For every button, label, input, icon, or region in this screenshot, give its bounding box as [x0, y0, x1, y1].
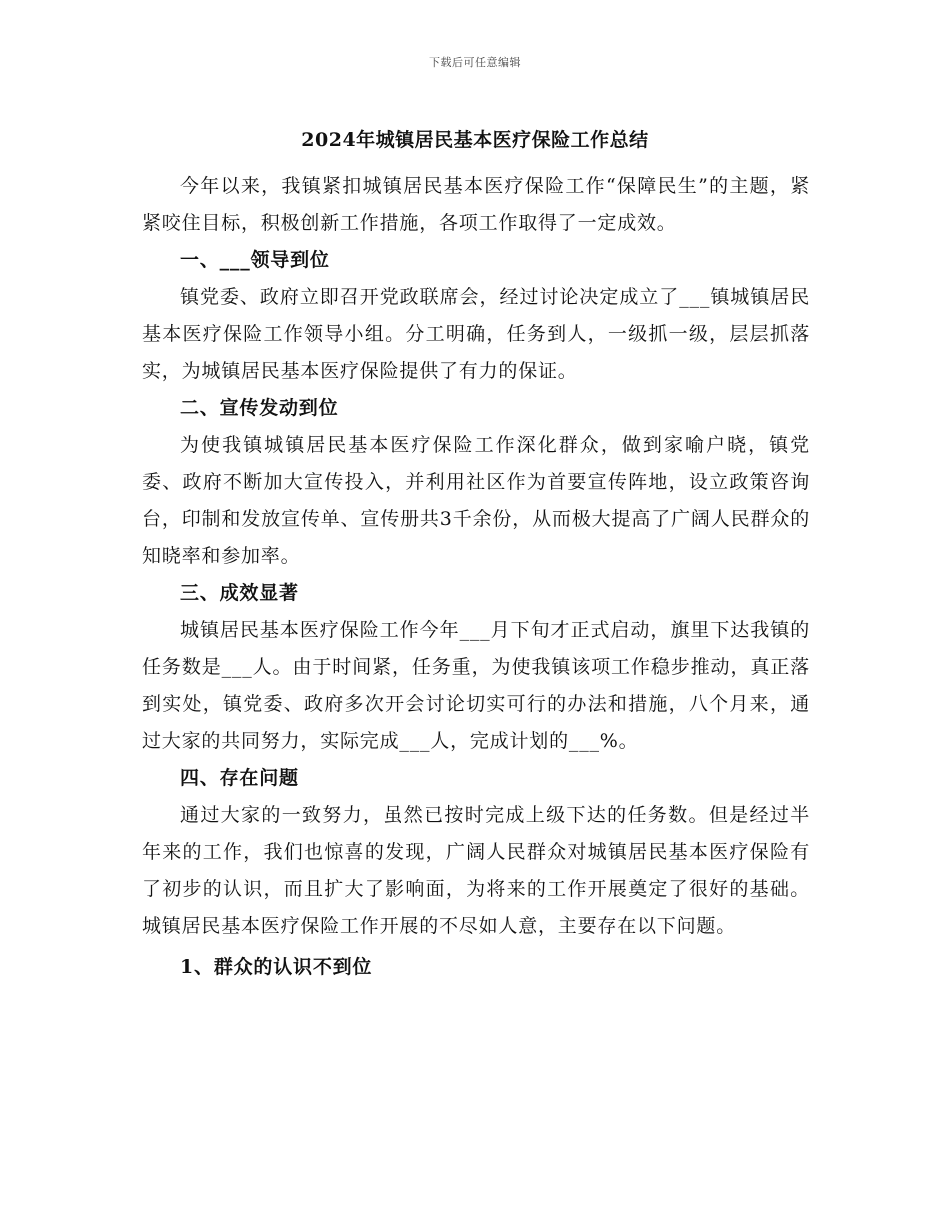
intro-paragraph: 今年以来，我镇紧扣城镇居民基本医疗保险工作“保障民生”的主题，紧紧咬住目标，积极创新工作措施，各项工作取得了一定成效。 — [142, 175, 810, 234]
section-heading-2: 二、宣传发动到位 — [180, 397, 339, 419]
section-heading-4: 四、存在问题 — [180, 767, 299, 789]
subsection-heading-1: 1、群众的认识不到位 — [180, 956, 373, 978]
section-paragraph-2: 为使我镇城镇居民基本医疗保险工作深化群众，做到家喻户晓，镇党委、政府不断加大宣传投入，并利用社区作为首要宣传阵地，设立政策咨询台，印制和发放宣传单、宣传册共3千余份，从而极大提高了广阔人民群众的知晓率和参加率。 — [142, 434, 810, 567]
section-heading-1: 一、___领导到位 — [180, 249, 330, 271]
section-paragraph-3: 城镇居民基本医疗保险工作今年___月下旬才正式启动，旗里下达我镇的任务数是___人。由于时间紧，任务重，为使我镇该项工作稳步推动，真正落到实处，镇党委、政府多次开会讨论切实可行的办法和措施，八个月来，通过大家的共同努力，实际完成___人，完成计划的___%。 — [142, 619, 810, 752]
document-title: 2024年城镇居民基本医疗保险工作总结 — [301, 129, 649, 151]
page-header-note: 下载后可任意编辑 — [429, 56, 521, 69]
section-paragraph-4: 通过大家的一致努力，虽然已按时完成上级下达的任务数。但是经过半年来的工作，我们也惊喜的发现，广阔人民群众对城镇居民基本医疗保险有了初步的认识，而且扩大了影响面，为将来的工作开展奠定了很好的基础。城镇居民基本医疗保险工作开展的不尽如人意，主要存在以下问题。 — [142, 804, 810, 937]
section-paragraph-1: 镇党委、政府立即召开党政联席会，经过讨论决定成立了___镇城镇居民基本医疗保险工作领导小组。分工明确，任务到人，一级抓一级，层层抓落实，为城镇居民基本医疗保险提供了有力的保证。 — [142, 286, 810, 382]
document-body — [142, 168, 810, 986]
section-heading-3: 三、成效显著 — [180, 582, 299, 604]
